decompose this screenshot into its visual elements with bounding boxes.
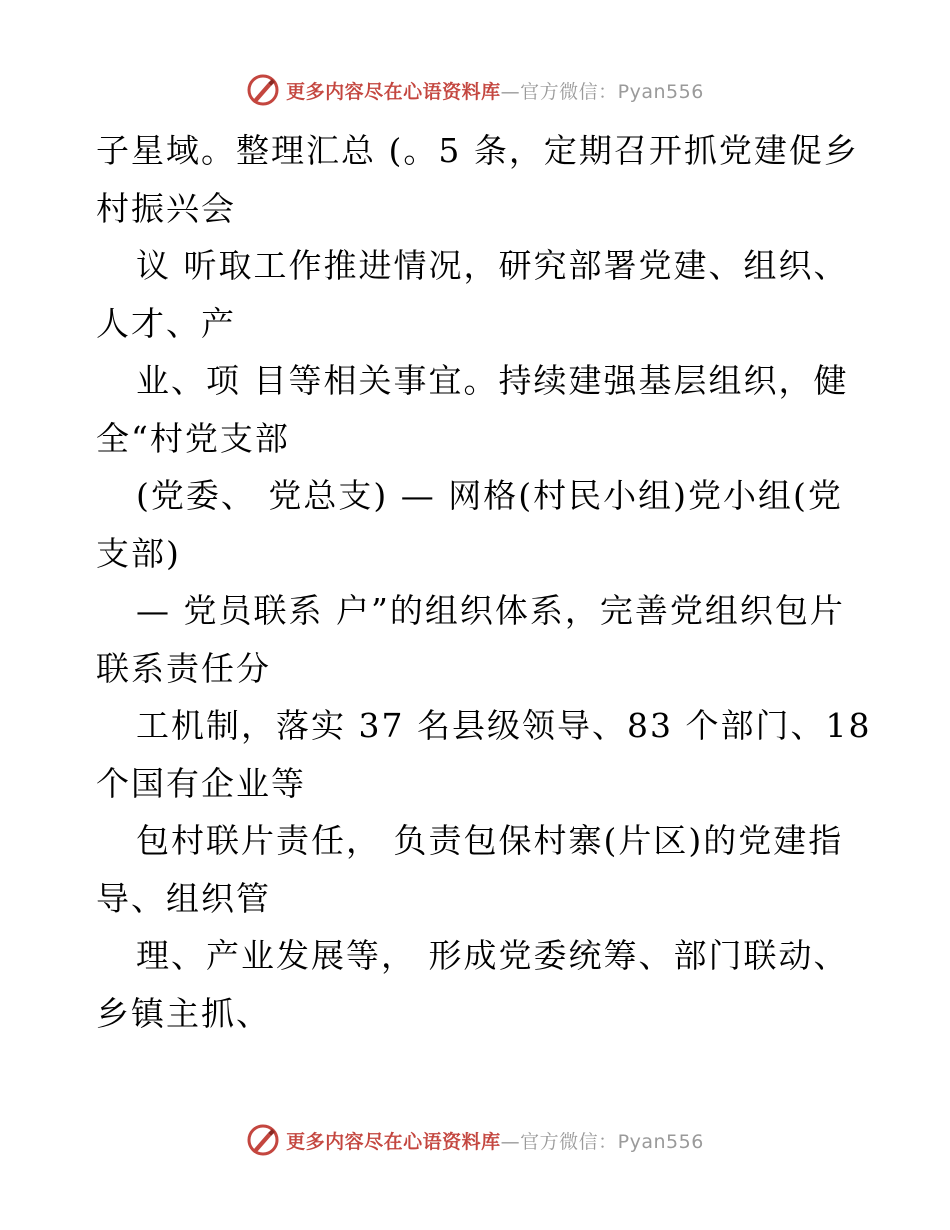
text-line: 乡镇主抓、 (96, 993, 271, 1033)
document-body (96, 122, 876, 1042)
watermark-main-text: 更多内容尽在心语资料库 (286, 1130, 501, 1153)
footer-watermark (0, 1120, 950, 1160)
text-line: 联系责任分 (96, 648, 271, 688)
text-line: 工机制，落实 37 名县级领导、83 个部门、18 (136, 706, 872, 745)
text-line: 村振兴会 (96, 188, 236, 228)
text-line: 理、产业发展等， 形成党委统筹、部门联动、 (136, 936, 849, 975)
text-line: 包村联片责任， 负责包保村寨(片区)的党建指 (136, 821, 844, 860)
pen-logo-icon (246, 73, 280, 107)
text-line: 全“村党支部 (96, 418, 290, 458)
watermark-main-text: 更多内容尽在心语资料库 (286, 80, 501, 103)
header-watermark (0, 70, 950, 110)
text-line: 个国有企业等 (96, 763, 306, 803)
watermark-contact-text: 官方微信：Pyan556 (520, 1130, 704, 1153)
text-line: 支部) (96, 533, 181, 573)
text-line: 议 听取工作推进情况，研究部署党建、组织、 (136, 246, 849, 285)
watermark-separator: — (500, 1130, 521, 1153)
watermark-separator: — (500, 80, 521, 103)
text-line: 子星域。整理汇总 (。5 条，定期召开抓党建促乡 (96, 131, 859, 170)
watermark-contact-text: 官方微信：Pyan556 (520, 80, 704, 103)
text-line: 人才、产 (96, 303, 236, 343)
text-line: 导、组织管 (96, 878, 271, 918)
text-line: 业、项 目等相关事宜。持续建强基层组织，健 (136, 361, 849, 400)
text-line: — 党员联系 户”的组织体系，完善党组织包片 (136, 591, 845, 630)
pen-logo-icon (246, 1123, 280, 1157)
text-line: (党委、 党总支) — 网格(村民小组)党小组(党 (136, 476, 843, 515)
